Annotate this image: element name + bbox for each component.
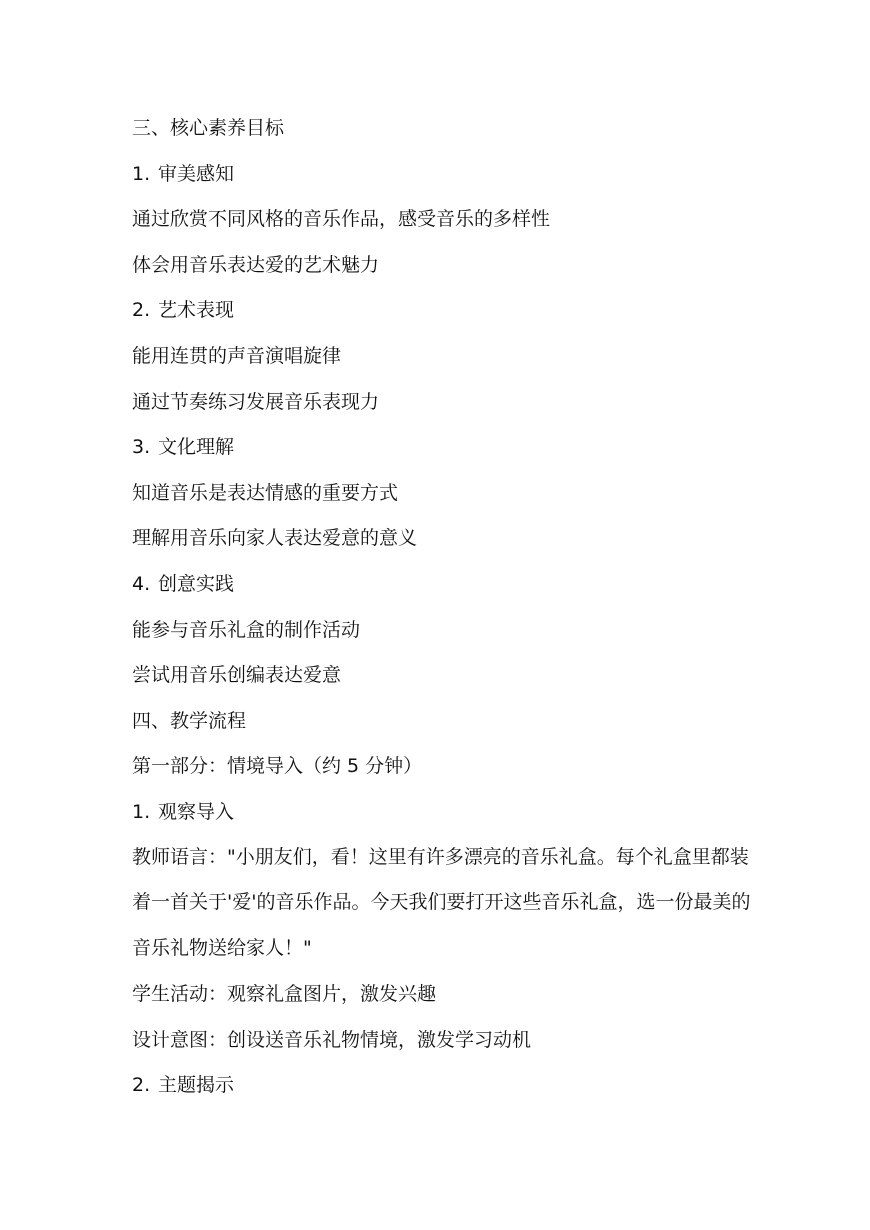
list-number: 1. [132,800,151,823]
subheading-text: 观察导入 [158,800,235,823]
paragraph: 通过节奏练习发展音乐表现力 [132,390,380,413]
paragraph-design-intent: 设计意图：创设送音乐礼物情境，激发学习动机 [132,1028,532,1051]
subheading-text: 主题揭示 [158,1074,235,1097]
section-heading-core-goals: 三、核心素养目标 [132,117,285,139]
paragraph-student-activity: 学生活动：观察礼盒图片，激发兴趣 [132,983,437,1006]
document-content [132,112,752,1115]
paragraph: 体会用音乐表达爱的艺术魅力 [132,253,380,276]
list-number: 1. [132,162,151,185]
list-number: 2. [132,299,151,322]
paragraph: 知道音乐是表达情感的重要方式 [132,481,399,504]
list-number: 3. [132,436,151,459]
subheading-artistic-expression [132,294,752,340]
subheading-creative-practice [132,568,752,614]
subheading-text: 文化理解 [158,436,235,459]
subheading-cultural-understanding [132,431,752,477]
list-number: 2. [132,1074,151,1097]
paragraph: 通过欣赏不同风格的音乐作品，感受音乐的多样性 [132,208,551,231]
subheading-theme-reveal [132,1069,752,1115]
list-number: 4. [132,572,151,595]
paragraph: 理解用音乐向家人表达爱意的意义 [132,527,418,550]
subheading-aesthetic-perception [132,158,752,204]
section-heading-teaching-process: 四、教学流程 [132,709,247,732]
part-heading-introduction: 第一部分：情境导入（约 5 分钟） [132,755,423,778]
subheading-text: 艺术表现 [158,299,235,322]
paragraph: 尝试用音乐创编表达爱意 [132,664,342,687]
subheading-text: 创意实践 [158,572,235,595]
paragraph-teacher-speech: 教师语言："小朋友们，看！这里有许多漂亮的音乐礼盒。每个礼盒里都装着一首关于'爱'的音乐作品。今天我们要打开这些音乐礼盒，选一份最美的音乐礼物送给家人！" [132,845,751,959]
paragraph: 能参与音乐礼盒的制作活动 [132,618,361,641]
paragraph: 能用连贯的声音演唱旋律 [132,344,342,367]
subheading-text: 审美感知 [158,162,235,185]
